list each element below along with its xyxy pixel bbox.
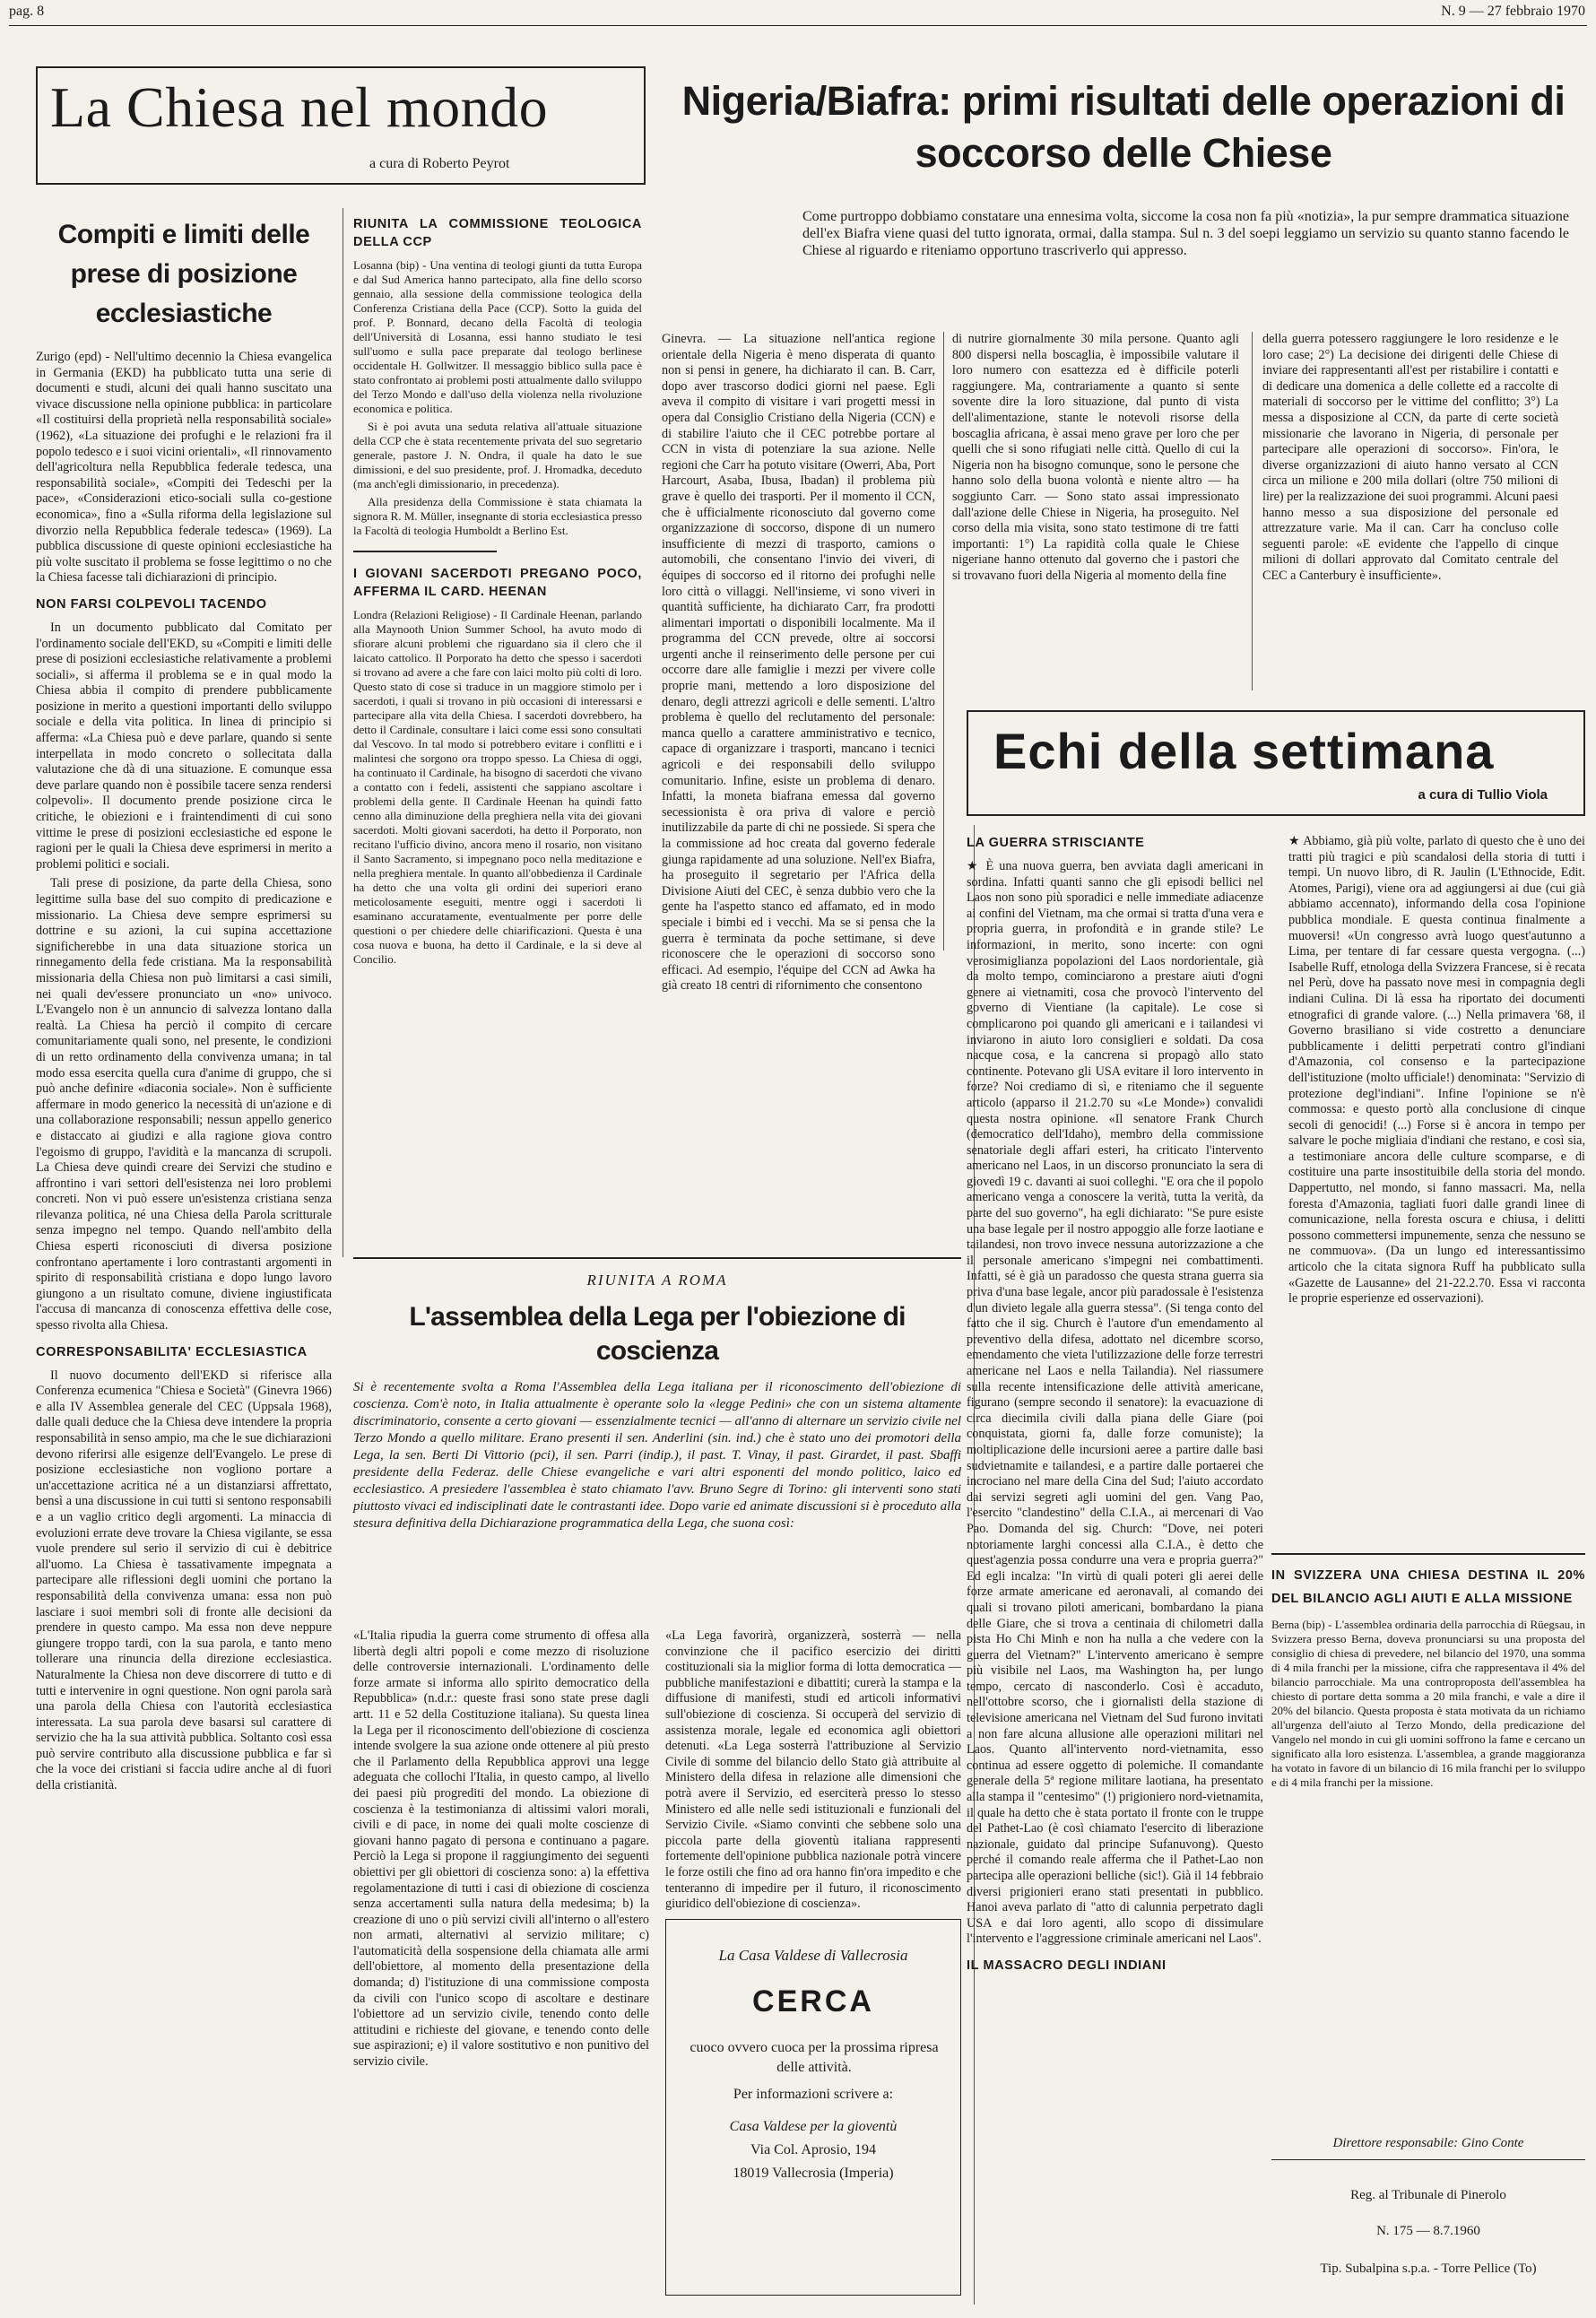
ad-line: Per informazioni scrivere a: [733, 2087, 894, 2102]
paragraph: Tali prese di posizione, da parte della Chiesa, sono legittime sulla base del suo compito di predicazione e missionario. La Chiesa deve sempre esprimersi su dottrine e su azioni, la cui supina accettazione significherebbe in una data situazione storica un rinnegamento della fede cristiana. Ma la responsabilità missionaria della Chiesa non può limitarsi a casi simili, nei quali dev'essere pronunciato un «no» univoco. L'Evangelo non è un annuncio di salvezza lontano dalla realtà. La Chiesa ha perciò il compito di cercare comunitariamente quali sono, nel presente, le condizioni di un retto ordinamento della convivenza umana; in tal modo essa esercita quella cura d'anime di gruppo, che si può anche definire «diaconia sociale». Non è sufficiente affermare in modo generico la necessità di un'azione e di una collaborazione responsabili; nessun appello generico e distaccato ai giudizi e alla ragione giova contro l'egoismo di gruppo, l'avidità e la mancanza di scrupoli. La Chiesa deve quindi creare dei Servizi che studino e affrontino i vari settori dell'esistenza nei loro problemi concreti. Non vi può essere un'esistenza cristiana senza rilevanza politica, né una Chiesa della Parola scritturale senza impegno nel tempo. Quando nell'ambito della Chiesa esperti riconosciuti di diversa posizione confrontano apertamente i loro contrastanti argomenti in spirito di responsabilità cristiana e dopo lungo lavoro giungono a un risultato comune, diviene ingiustificata l'accusa di mancanza di conoscenza effettiva delle cose, spesso rivolta alla Chiesa. [36, 876, 332, 1333]
paragraph: ★ Abbiamo, già più volte, parlato di questo che è uno dei tratti più tragici e più scandalosi della storia di tutti i tempi. Un nuovo libro, di R. Jaulin (L'Ethnocide, Edit. Atomes, Parigi), viene ora ad aggiungersi ai due (cui già abbiamo accennato), informando della cosa l'opinione pubblica mondiale. E questa continua finalmente a muoversi! «Un congresso avrà luogo quest'autunno a Lima, per tentare di far cessare questa vergogna. (...) Isabelle Ruff, etnologa della Svizzera Francese, si è recata nel Perù, dove ha passato nove mesi in compagnia degli indiani Culina. Di là essa ha riportato dei documenti etnografici di grande valore. (...) Nella primavera '68, il Governo brasiliano si vide costretto a denunciare pubblicamente i delitti perpetrati contro gl'indiani d'Amazonia, col consenso e la partecipazione dell'istituzione (molto ufficiale!) denominata: "Servizio di protezione degl'indiani". Infine l'opinione se n'è commossa: e questo portò alla conclusione di cinque secoli di genocidi! (...) Forse si è ancora in tempo per salvare le poche migliaia d'indiani che restano, e così sia, a testimoniare ancora delle culture scomparse, e di costituire una parte insostituibile della storia del mondo. Dappertutto, nel mondo, si fanno massacri. Ma, nella foresta d'Amazonia, tagliati fuori dalle grandi linee di comunicazione, nella foresta oscura e chiusa, i delitti possono commettersi impunemente, senza che nessuno se ne commuova». (Da un lungo ed interessantissimo articolo che la citata signora Ruff ha pubblicato sulla «Gazette de Lausanne» del 21-22.2.70. Essa vi racconta le proprie esperienze ed osservazioni). [1288, 834, 1585, 1307]
column-divider [943, 332, 944, 951]
column-chiesa-main [36, 215, 332, 2305]
echi-title: Echi della settimana [993, 723, 1495, 779]
subheading-indiani: IL MASSACRO DEGLI INDIANI [967, 1958, 1167, 1973]
column-news [353, 215, 642, 1246]
colophon-registration: N. 175 — 8.7.1960 [1376, 2224, 1480, 2238]
colophon-rule [1271, 2159, 1585, 2160]
nigeria-column-c: della guerra potessero raggiungere le loro residenze e le loro case; 2°) La decisione dei dirigenti delle Chiese di inviare dei rappresentanti all'est per ristabilire i contatti e di dedicare una domenica a delle collette ed a raccolte di materiali di soccorso per le vittime del conflitto; 3°) La messa a disposizione al CCN, da parte di certe società missionarie che lavorano in Nigeria, di personale per partecipare alle operazioni di soccorso». Fin'ora, le diverse organizzazioni di aiuto hanno versato al CCN circa un milione e 200 mila dollari (oltre 750 milioni di lire) per la realizzazione dei suoi programmi. Alcuni paesi hanno messo a sua disposizione del personale ed attrezzature varie. Ma il can. Carr ha concluso colle seguenti parole: «E evidente che l'appello di cinque milioni di dollari approvato dal Comitato centrale del CEC a Canterbury è insufficiente». [1262, 332, 1558, 583]
column-divider [1252, 332, 1253, 690]
paragraph: Berna (bip) - L'assemblea ordinaria della parrocchia di Rüegsau, in Svizzera presso Berna, doveva pronunciarsi su una proposta del consiglio di chiesa di prevedere, nel bilancio del 1970, una somma di 4 mila franchi per la missione, cifra che rappresentava il 4% del bilancio parrocchiale. Ma una controproposta dell'assemblea ha chiesto di portare detta somma a 20 mila franchi, e vale a dire il 20% del bilancio. Questa proposta è stata motivata da un richiamo all'urgenza dell'aiuto al Terzo Mondo, della predicazione del Vangelo nel mondo in cui gli uomini soffrono la fame e cercano un significato alla loro esistenza. L'assemblea, a grande maggioranza ha votato in favore di un bilancio di 16 mila franchi per lo sviluppo e di 4 mila franchi per la missione. [1271, 1618, 1585, 1789]
lega-title: L'assemblea della Lega per l'obiezione di coscienza [409, 1302, 906, 1366]
paragraph: Si è poi avuta una seduta relativa all'attuale situazione della CCP che è stata recentemente privata del suo segretario generale, pastore J. N. Ondra, il quale ha dato le sue dimissioni, e del suo presidente, prof. J. Hromadka, deceduto (ma anch'egli dimissionario, in precedenza). [353, 420, 642, 491]
subheading-heenan: I GIOVANI SACERDOTI PREGANO POCO, AFFERMA IL CARD. HEENAN [353, 567, 642, 599]
nigeria-intro: Come purtroppo dobbiamo constatare una ennesima volta, siccome la cosa non fa più «notizia», la pur sempre drammatica situazione dell'ex Biafra viene quasi del tutto ignorata, ormai, dalla stampa. Sul n. 3 del soepi leggiamo un servizio su quanto stanno facendo le Chiese al riguardo e riteniamo opportuno trascriverlo qui appresso. [802, 209, 1569, 258]
subheading-svizzera: IN SVIZZERA UNA CHIESA DESTINA IL 20% DEL BILANCIO AGLI AIUTI E ALLA MISSIONE [1271, 1568, 1585, 1606]
ad-headline: CERCA [752, 1984, 874, 2018]
article-lead: Zurigo (epd) - Nell'ultimo decennio la Chiesa evangelica in Germania (EKD) ha pubblicato tutta una serie di documenti e studi, alcuni dei quali hanno suscitato una vivace discussione nella opinione pubblica: in particolare «Il costituirsi della proprietà nella responsabilità sociale» (1962), «La situazione dei profughi e le relazioni fra il popolo tedesco e i suoi vicini orientali», «Il rinnovamento dell'agricoltura nella Repubblica federale tedesca, una responsabilità sociale», «Compiti dei Tedeschi per la pace», «Considerazioni etico-sociali sulla co-gestione economica», fino a «Sulla riforma della legislazione sul divorzio nella Repubblica federale tedesca» (1969). La pubblica discussione di queste opinioni ecclesiastiche ha più volte suscitato il problema se fosse legittimo o no che la Chiesa facesse tali dichiarazioni di principio. [36, 350, 332, 586]
subheading-guerra: LA GUERRA STRISCIANTE [967, 836, 1145, 850]
advertisement-box [665, 1919, 961, 2296]
echi-subtitle: a cura di Tullio Viola [1418, 787, 1548, 803]
page-number: pag. 8 [9, 4, 45, 19]
svizzera-article [1271, 1564, 1585, 2093]
lega-column-a: «L'Italia ripudia la guerra come strumento di offesa alla libertà degli altri popoli e come mezzo di risoluzione delle controversie internazionali. L'ordinamento delle forze armate si informa allo spirito democratico della Repubblica» (n.d.r.: queste frasi sono state prese dagli artt. 11 e 52 della Costituzione italiana). Su questa linea la Lega per il riconoscimento dell'obiezione di coscienza intende svolgere la sua azione onde ottenere al più presto che il Parlamento della Repubblica approvi una legge adeguata che collochi l'Italia, in questo campo, al livello dei paesi più progrediti del mondo. La obiezione di coscienza è la testimonianza di altissimi valori morali, civili e di pace, in nome dei quali molte coscienze di giovani hanno pagato di persona e continuano a pagare. Perciò la Lega si propone il raggiungimento dei seguenti obiettivi per gli obiettori di coscienza sono: a) la effettiva regolamentazione di tutti i casi di obiezione di coscienza senza accertamenti sulla natura della medesima; b) la creazione di uno o più servizi civili all'interno o all'estero non armati, alternativi al servizio militare; c) l'automaticità della sospensione della chiamata alle armi dell'obiettore, al momento della presentazione della domanda; d) l'istituzione di una commissione composta da civili con l'unico scopo di ascoltare e destinare l'obiettore ad un servizio civile, tenendo conto delle attitudini e richieste del giovane, e tenendo conto delle sue aspirazioni; e) il valore sostitutivo e non punitivo del servizio civile. [353, 1628, 649, 2070]
separator-rule [353, 551, 497, 552]
paragraph: Losanna (bip) - Una ventina di teologi giunti da tutta Europa e dal Sud America hanno partecipato, alla fine dello scorso gennaio, alla sessione della commissione teologica della Conferenza Cristiana della Pace (CCP). Sotto la guida del prof. P. Bonnard, decano della Facoltà di teologia dell'Università di Losanna, essi hanno studiato le tesi sull'uomo e sulla pace preparate dal teologo berlinese occidentale H. Gollwitzer. Il messaggio biblico sulla pace è stato confrontato ai problemi posti attualmente dallo sviluppo del Terzo Mondo e dall'uso della violenza nella rivoluzione economica e politica. [353, 258, 642, 415]
paragraph: Il nuovo documento dell'EKD si riferisce alla Conferenza ecumenica "Chiesa e Società" (Ginevra 1966) e alla IV Assemblea generale del CEC (Uppsala 1968), dalle quali deduce che la Chiesa deve intendere la propria responsabilità in senso ampio, ma che le sue dichiarazioni devono riferirsi alle esigenze dell'Evangelo. Le prese di posizione ecclesiastiche non vogliono portare a un'accettazione acritica né a un distanziarsi affrettato, bensì a una discussione in cui tutti si sentono responsabili e a un vaglio critico degli argomenti. La minaccia di evoluzioni errate deve trovare la Chiesa vigilante, se essa vuole prendere sul serio il servizio di cui è debitrice all'uomo. La Chiesa è tassativamente impegnata a partecipare alle riflessioni degli uomini che portano la responsabilità della convivenza umana: essa non può lasciare i suoi membri soli di fronte alle decisioni da prendere in questo campo. Ma essa non deve neppure giungere troppo tardi, con la sua parola, e tanto meno tollerare una rinuncia della direzione ecclesiastica. Naturalmente la Chiesa non deve discorrere di tutto e di tutti e intervenire in ogni questione. Non ogni parola sarà una parola della Chiesa con l'autorità ecclesiastica interessata. La sua parola deve basarsi sul carattere di servizio che ha la sua attività pubblica. Soltanto così essa può servire contributo alla discussione pubblica e far sì che la voce dei cristiani si faccia udire anche al di fuori della cristianità. [36, 1367, 332, 1793]
lega-top-rule [353, 1257, 961, 1259]
colophon-registration: Reg. al Tribunale di Pinerolo [1350, 2188, 1506, 2202]
ad-line: La Casa Valdese di Vallecrosia [718, 1947, 908, 1964]
article-title: Compiti e limiti delle prese di posizione ecclesiastiche [57, 220, 310, 328]
paragraph: In un documento pubblicato dal Comitato per l'ordinamento sociale dell'EKD, su «Compiti e limiti delle prese di posizioni ecclesiastiche relativamente a problemi sociali», si afferma il problema se e in qual modo la Chiesa abbia il compito di prendere pubblicamente posizione in merito a questioni importanti dello sviluppo sociale e della vita politica. In linea di principio si afferma: «La Chiesa può e deve parlare, quando si sente interpellata in modo concreto o sollecitata dalla valutazione che dà di una situazione. E comunque essa deve parlare quando non è possibile tacere senza rendersi colpevoli». Il documento prende posizione circa le critiche, le obiezioni e i fraintendimenti di cui sono vittime le prese di posizioni ecclesiastiche ed espone le ragioni per le quali la Chiesa deve esprimersi in merito a problemi politici e sociali. [36, 620, 332, 872]
svizzera-rule [1271, 1553, 1585, 1555]
ad-address: 18019 Vallecrosia (Imperia) [733, 2166, 894, 2181]
section-title: La Chiesa nel mondo [50, 75, 549, 139]
issue-date: N. 9 — 27 febbraio 1970 [1441, 4, 1585, 19]
nigeria-column-a: Ginevra. — La situazione nell'antica regione orientale della Nigeria è meno disperata di quanto non si pensi in genere, ha dichiarato il can. B. Carr, dopo aver trascorso dodici giorni nel paese. Egli aveva il compito di visitare i vari progetti messi in opera dal Consiglio Cristiano della Nigeria (CCN) e di stabilire l'aiuto che il CEC potrebbe portare al CCN in vista di potenziare la sua azione. Nelle regioni che Carr ha potuto visitare (Owerri, Aba, Port Harcourt, Asaba, Ibusa, Ibadan) il problema più grave è quello dei trasporti. Per il momento il CCN, che è ufficialmente riconosciuto dal governo come organizzazione di soccorso, dispone di un numero insufficiente di mezzi di trasporto, camions o automobili, che consentano l'invio dei viveri, di équipes di soccorso ed il ritorno dei profughi nelle loro città o villaggi. Nell'insieme, vi sono viveri in quantità sufficiente, ha dichiarato Carr, fra prodotti alimentari importati o disponibili localmente. Ma il programma del CCN prevede, oltre ai soccorsi urgenti anche il reinserimento delle persone per cui occorre dare alle famiglie i mezzi per vivere colle proprie mani, mettendo a loro disposizione del denaro, degli attrezzi agricoli e delle sementi. L'altro problema è quello del reclutamento del personale: manca quello a carattere amministrativo e tecnico, capace di organizzare i trasporti, mancano i tecnici agricoli e dei responsabili dello sviluppo comunitario. Infine, esiste un problema di denaro. Infatti, la moneta biafrana emessa dal governo secessionista è ora priva di valore e perciò inutilizzabile da parte di chi ne possiede. Si spera che la commissione ad hoc creata dal governo federale giunga rapidamente ad una soluzione. Nell'ex Biafra, ha proseguito il segretario per l'Africa della Divisione Aiuti del CEC, è senza dubbio vero che la gente ha l'aspetto stanco ed affamato, ed in modo speciale i bimbi ed i vecchi. Ma se si pensa che la guerra è terminata da poche settimane, si deve riconoscere che le operazioni di soccorso sono efficaci. Ad esempio, l'équipe del CCN ad Awka ha già creato 18 centri di rifornimento che consentono [662, 332, 935, 994]
nigeria-title: Nigeria/Biafra: primi risultati delle operazioni di soccorso delle Chiese [681, 78, 1566, 176]
paragraph: Londra (Relazioni Religiose) - Il Cardinale Heenan, parlando alla Maynooth Union Summer School, ha avuto modo di sfiorare alcuni problemi che riguardano sia il clero che il laicato cattolico. Il Porporato ha detto che spesso i sacerdoti si trovano ad avere a che fare con laici molto più colti di loro. Questo stato di cose si traduce in un maggiore stimolo per i sacerdoti, i quali si trovano in più occasioni di interessarsi e partecipare alla vita della Chiesa. I sacerdoti dovrebbero, ha detto il Cardinale, consultare i laici come essi sono consultati dal Vescovo. In tal modo si potrebbero evitare i conflitti e i malintesi che sorgono ora troppo spesso. La Chiesa di oggi, ha continuato il Cardinale, ha bisogno di sacerdoti che vivano a contatto con i fedeli, assistenti che sappiano ascoltare i problemi della gente. Il Cardinale Heenan ha quindi fatto cenno alla diminuzione della preghiera nella vita dei giovani sacerdoti. Molti giovani sacerdoti, ha detto il Porporato, non recitano l'ufficio divino, ancora meno il rosario, non visitano il Santo Sacramento, si impegnano poco nella meditazione e nella preghiera mentale. In quanto all'obbedienza il Cardinale ha detto che una volta gli ordini dei superiori erano meticolosamente eseguiti, mentre oggi i sacerdoti li esaminano accuratamente, eventualmente per porre delle questioni o per chiedere delle chiarificazioni. Questa è una cosa nuova e buona, ha detto il Cardinale, e la si deve al Concilio. [353, 608, 642, 966]
section-subtitle: a cura di Roberto Peyrot [369, 156, 510, 171]
echi-masthead [967, 710, 1585, 816]
colophon-printer: Tip. Subalpina s.p.a. - Torre Pellice (To) [1320, 2262, 1537, 2276]
subheading-2: CORRESPONSABILITA' ECCLESIASTICA [36, 1344, 308, 1359]
nigeria-column-b: di nutrire giornalmente 30 mila persone. Quanto agli 800 dispersi nella boscaglia, è impossibile valutare il loro numero con esattezza ed è difficile poterli raggiungere. Ma, contrariamente a quanto si sente sovente dire la loro situazione, dal punto di vista dell'alimentazione, stante le notevoli risorse della boscaglia africana, è assai meno grave per loro che per quelli che si sono rifugiati nelle città. Quello di cui la Nigeria non ha bisogno comunque, sono le persone che hanno solo della buona volontà e niente altro — ha soggiunto Carr. — Sono stato assai impressionato dall'azione delle Chiese in Nigeria, ha proseguito. Nel corso della mia visita, sono stato testimone di tre fatti importanti: 1°) La rapidità colla quale le Chiese nigeriane hanno ottenuto dal governo che i pastori che si trovavano fuori della Nigeria al momento della fine [952, 332, 1239, 583]
section-masthead [36, 66, 646, 185]
colophon-director: Direttore responsabile: Gino Conte [1332, 2136, 1524, 2150]
subheading-1: NON FARSI COLPEVOLI TACENDO [36, 596, 267, 612]
header-rule [9, 25, 1587, 26]
paragraph: ★ È una nuova guerra, ben avviata dagli americani in sordina. Infatti quanti sanno che gli episodi bellici nel Laos non sono più sporadici e nelle immediate adiacenze ai confini del Vietnam, ma che ormai si tratta d'una vera e propria guerra, in profondità e in grande stile? Le informazioni, in merito, sono incerte: con ogni verosimiglianza popolazioni del Laos nordorientale, già da molto tempo, cominciarono a prestare aiuti d'ogni genere ai vietnamiti, cosa che provocò l'intervento del governo di Vientiane (la capitale). Le cose si complicarono poi quando gli americani e i tailandesi vi inviarono in aiuto loro consiglieri e soldati. Da cosa nacque cosa, e la cancrena si propagò allo stato continente. Potevano gli USA evitare il loro intervento in forze? Noi crediamo di sì, e riteniamo che il seguente articolo (apparso il 21.2.70 su «Le Monde») convalidi questa nostra opinione. «Il senatore Frank Church (democratico dell'Idaho), membro della commissione senatoriale degli affari esteri, ha criticato l'intervento americano nel Laos, in un discorso pronunciato la sera di giovedì 19 c. davanti ai suoi colleghi. "E ora che il popolo americano venga a conoscere la verità, tutta la verità, da parte del suo governo", ha egli dichiarato: "Se pure esiste una base legale per il nostro appoggio alle forze laotiane e tailandesi, non trovo invece nessuna autorizzazione a che il personale americano s'impegni nei combattimenti. Infatti, sé è già un paradosso che questa strana guerra sia priva d'una base legale, ancor più paradossale è l'esistenza d'un divieto legale alla guerra stessa". (Si tenga conto del fatto che il sig. Church è l'autore d'un emendamento al preventivo della difesa, adottato nel dicembre scorso, emendamento che vieta l'utilizzazione delle forze terrestri americane nel Laos e nella Tailandia). Nel riassumere sulla recente intensificazione delle attività americane, figurano (sempre secondo il senatore): la evacuazione di circa diecimila civili dalla piana delle Giare (poi conquistata, giorni fa, dalle forze comuniste); la moltiplicazione delle incursioni aeree a partire dalle basi sudvietnamite e tailandesi, e a partire dalle portaerei che incrociano nel mare della Cina del Sud; l'aiuto accordato dai servizi segreti agli uomini del gen. Vang Pao, l'esercito "clandestino" della C.I.A., ai mercenari di Vao Pao. Domanda del sig. Church: "Dove, nei poteri notoriamente larghi concessi alla C.I.A., è detto che quest'agenzia possa condurre una vera e propria guerra?" Ed egli incalza: "In virtù di quali poteri gli aerei delle forze armate americane ed aeronavali, al comando dei quali si trovano piloti americani, bombardano la piana delle Giare, che si trova a centinaia di chilometri dalla pista Ho Chi Minh e non ha nulla a che vedere con la guerra del Vietnam?" L'intervento americano è sempre più visibile nel Laos, ma Washington ha, per lungo tempo, cercato di nasconderlo. Così è accaduto, nell'ottobre scorso, che i giornalisti della stazione di televisione americana nel Vietnam del Sud furono invitati a non fare alcuna allusione alle operazioni militari nel Laos. Quanto all'intervento nord-vietnamita, esso continua ad essere oggetto di polemiche. Il comandante generale della 5ª regione militare laotiana, ha presentato alla stampa il "centesimo" (!) prigioniero nord-vietnamita, il quale ha detto che è stata portato il fronte con le truppe del Pathet-Lao (è così chiamato l'esercito di liberazione nazionale, guidato dal principe Sufanuvong). Questo perché il comando reale afferma che il Pathet-Lao non partecipa alle operazioni belliche (sic!). Già il 14 febbraio diversi prigionieri erano stati presentati in pubblico. Hanoi aveva parlato di "atto di calunnia perpetrato dagli USA e dai loro agenti, allo scopo di dissimulare l'intervento e l'aggressione criminale americani nel Laos". [967, 859, 1263, 1947]
lega-column-b: «La Lega favorirà, organizzerà, sosterrà — nella convinzione che il pacifico esercizio dei diritti costituzionali sia la miglior forma di lotta democratica — pubbliche manifestazioni e dibattiti; curerà la stampa e la diffusione di manifesti, studi ed articoli informativi sull'obiezione di coscienza. Si occuperà del servizio di assistenza morale, legale ed economica agli obiettori detenuti. «La Lega sosterrà l'attribuzione al Servizio Civile di somme del bilancio dello Stato già attribuite al Ministero della difesa in relazione alle dimensioni che potrà avere il Servizio, ed eserciterà presso lo stesso Ministero ed alle nelle sedi istituzionali e funzionali del Servizio Civile. «Siamo convinti che sebbene solo una piccola parte della gioventù italiana rappresenti fortemente dell'opinione pubblica nazionale potrà vincere le forze ostili che fino ad ora hanno fin'ora impedito e che tenteranno di impedire per il futuro, il riconoscimento giuridico dell'obiezione di coscienza». [665, 1628, 961, 1912]
ad-line: cuoco ovvero cuoca per la prossima ripresa delle attività. [690, 2040, 939, 2075]
lega-kicker: RIUNITA A ROMA [586, 1272, 728, 1289]
lega-intro: Si è recentemente svolta a Roma l'Assemblea della Lega italiana per il riconoscimento dell'obiezione di coscienza. Com'è noto, in Italia attualmente è operante solo la «legge Pedini» che con un sistema altamente discriminatorio, consente a certo giovani — essenzialmente tecnici — all'anno di alternare un servizio civile nel Terzo Mondo a quello militare. Erano presenti il sen. Anderlini (sin. ind.) che è stato uno dei promotori della Lega, la sen. Berti Di Vittorio (pci), il sen. Parri (indip.), il past. T. Vinay, il past. Girardet, il past. Sbaffi presidente della Federaz. delle Chiese evangeliche e vari altri esponenti del mondo politico, laico ed ecclesiastico. A presiedere l'assemblea è stato chiamato l'avv. Bruno Segre di Torino: gli interventi sono stati piuttosto vivaci ed indisciplinati date le contrastanti idee. Dopo varie ed animate discussioni si è proceduto alla stesura definitiva della Dichiarazione programmatica della Lega, che suona così: [353, 1380, 961, 1531]
ad-address: Via Col. Aprosio, 194 [750, 2142, 876, 2157]
paragraph: Alla presidenza della Commissione è stata chiamata la signora R. M. Müller, insegnante di storia ecclesiastica presso la Facoltà di teologia Humboldt a Berlino Est. [353, 495, 642, 537]
subheading-ccp: RIUNITA LA COMMISSIONE TEOLOGICA DELLA CCP [353, 217, 642, 249]
ad-address: Casa Valdese per la gioventù [729, 2119, 898, 2134]
